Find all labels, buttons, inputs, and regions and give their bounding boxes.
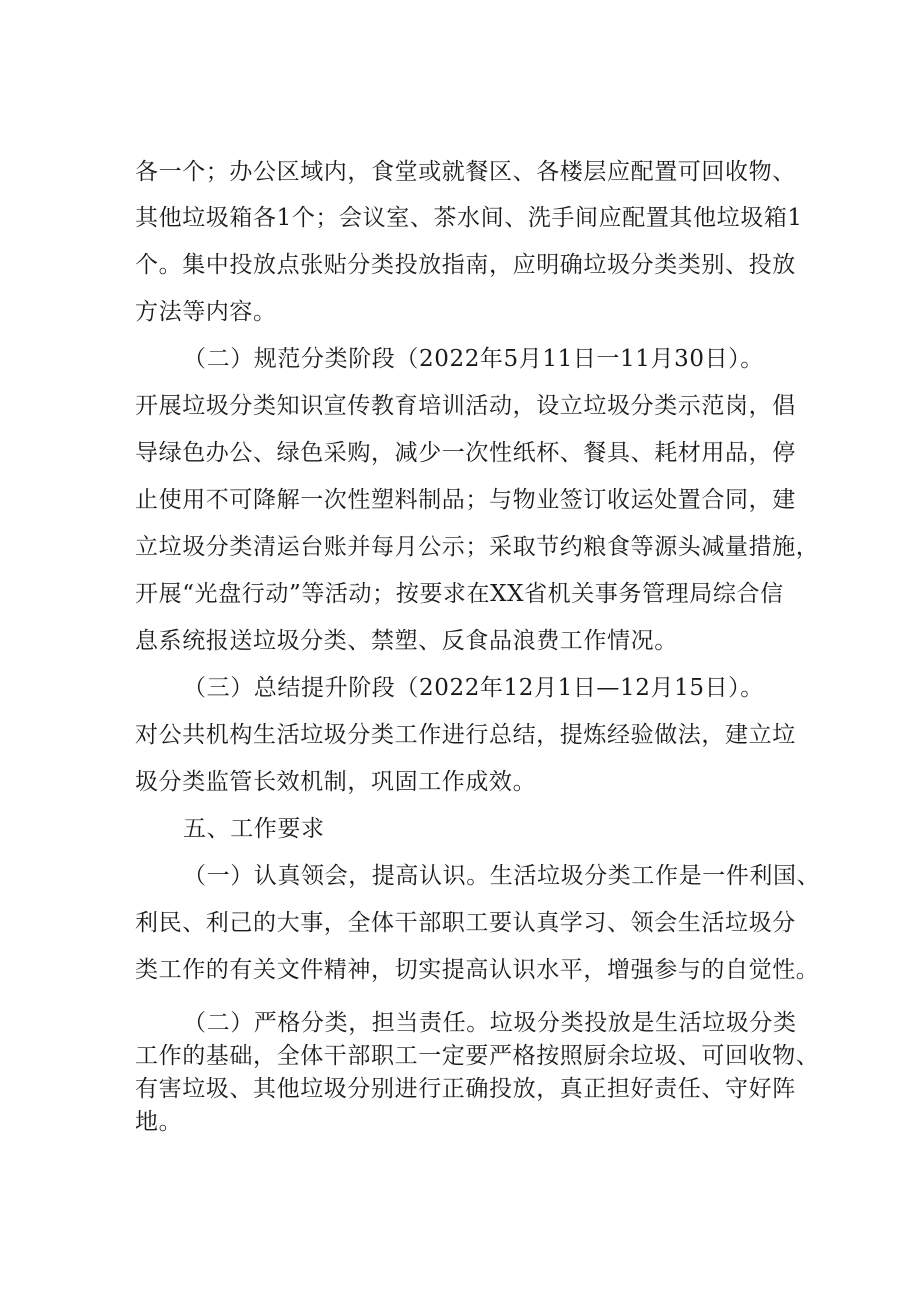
chapter-heading: 五、工作要求 — [183, 816, 325, 842]
text-line: 利民、利己的大事，全体干部职工要认真学习、领会生活垃圾分 — [135, 910, 796, 936]
text-line: 工作的基础，全体干部职工一定要严格按照厨余垃圾、可回收物、 — [135, 1043, 820, 1069]
text-line: 方法等内容。 — [135, 299, 277, 325]
text-line: 对公共机构生活垃圾分类工作进行总结，提炼经验做法，建立垃 — [135, 722, 796, 748]
text-line: 各一个；办公区域内，食堂或就餐区、各楼层应配置可回收物、 — [135, 159, 796, 185]
text-line: 个。集中投放点张贴分类投放指南，应明确垃圾分类类别、投放 — [135, 252, 796, 278]
section-heading: （三）总结提升阶段（2022年12月1日—12月15日）。 — [183, 675, 764, 701]
text-line: 立垃圾分类清运台账并每月公示；采取节约粮食等源头减量措施， — [135, 534, 820, 560]
text-line: 圾分类监管长效机制，巩固工作成效。 — [135, 769, 537, 795]
text-line: 导绿色办公、绿色采购，减少一次性纸杯、餐具、耗材用品，停 — [135, 440, 796, 466]
text-line: 开展“光盘行动”等活动；按要求在XX省机关事务管理局综合信 — [135, 581, 784, 607]
text-line: 息系统报送垃圾分类、禁塑、反食品浪费工作情况。 — [135, 628, 678, 654]
paragraph-start: （一）认真领会，提高认识。生活垃圾分类工作是一件利国、 — [183, 863, 821, 889]
text-line: 有害垃圾、其他垃圾分别进行正确投放，真正担好责任、守好阵 — [135, 1076, 796, 1102]
section-heading: （二）规范分类阶段（2022年5月11日一11月30日）。 — [183, 346, 764, 372]
paragraph-start: （二）严格分类，担当责任。垃圾分类投放是生活垃圾分类 — [183, 1010, 797, 1036]
text-line: 地。 — [135, 1109, 183, 1135]
text-line: 类工作的有关文件精神，切实提高认识水平，增强参与的自觉性。 — [135, 957, 820, 983]
text-line: 止使用不可降解一次性塑料制品；与物业签订收运处置合同，建 — [135, 487, 796, 513]
text-line: 其他垃圾箱各1个；会议室、茶水间、洗手间应配置其他垃圾箱1 — [135, 205, 803, 231]
text-line: 开展垃圾分类知识宣传教育培训活动，设立垃圾分类示范岗，倡 — [135, 393, 796, 419]
